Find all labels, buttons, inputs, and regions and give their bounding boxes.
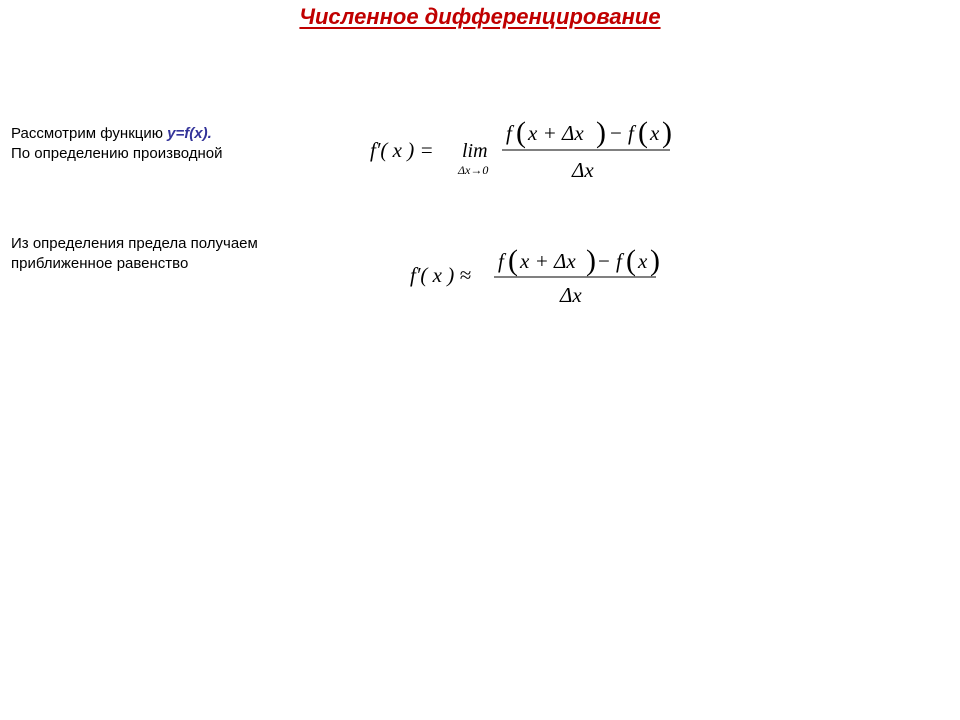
function-notation: y=f(x) xyxy=(167,125,208,142)
intro-line-1 xyxy=(11,124,223,144)
intro-text xyxy=(11,124,223,164)
formula1-num-rparen1: ) xyxy=(596,116,606,149)
formula1-lim: lim xyxy=(462,140,488,162)
intro-line-2: По определению производной xyxy=(11,145,223,162)
limit-line-1: Из определения предела получаем xyxy=(11,235,258,252)
formula1-num-lparen1: ( xyxy=(516,116,526,149)
formula1-num-lparen2: ( xyxy=(638,116,648,149)
formula2-lhs: f′( x ) ≈ xyxy=(410,263,472,287)
limit-line-2: приближенное равенство xyxy=(11,255,189,272)
formula1-num-arg1: x + Δx xyxy=(528,121,584,145)
formula2-num-rparen1: ) xyxy=(586,244,596,277)
formula2-num-rparen2: ) xyxy=(650,244,660,277)
formula2-num-arg1: x + Δx xyxy=(520,249,576,273)
formula2-num-f1: f xyxy=(498,249,504,273)
approximation-formula xyxy=(406,240,666,317)
formula1-num-f1: f xyxy=(506,121,512,145)
page-title: Численное дифференцирование xyxy=(299,4,661,29)
formula1-num-rparen2: ) xyxy=(662,116,672,149)
derivative-definition-formula xyxy=(366,112,686,195)
formula2-num-lparen2: ( xyxy=(626,244,636,277)
formula2-num-f2: f xyxy=(616,249,622,273)
formula2-num-arg2: x xyxy=(638,249,648,273)
formula1-num-minus: − xyxy=(610,121,622,145)
formula1-lhs: f′( x ) = xyxy=(370,138,434,162)
formula1-num-f2: f xyxy=(628,121,634,145)
formula2-num-minus: − xyxy=(598,249,610,273)
formula1-denominator: Δx xyxy=(572,158,594,182)
formula1-lim-subscript: Δx→0 xyxy=(458,163,489,177)
formula2-denominator: Δx xyxy=(560,283,582,307)
formula1-num-arg2: x xyxy=(650,121,660,145)
intro-line-1-suffix: . xyxy=(207,125,212,142)
formula2-num-lparen1: ( xyxy=(508,244,518,277)
limit-text xyxy=(11,234,258,274)
intro-line-1-prefix: Рассмотрим функцию xyxy=(11,125,168,142)
